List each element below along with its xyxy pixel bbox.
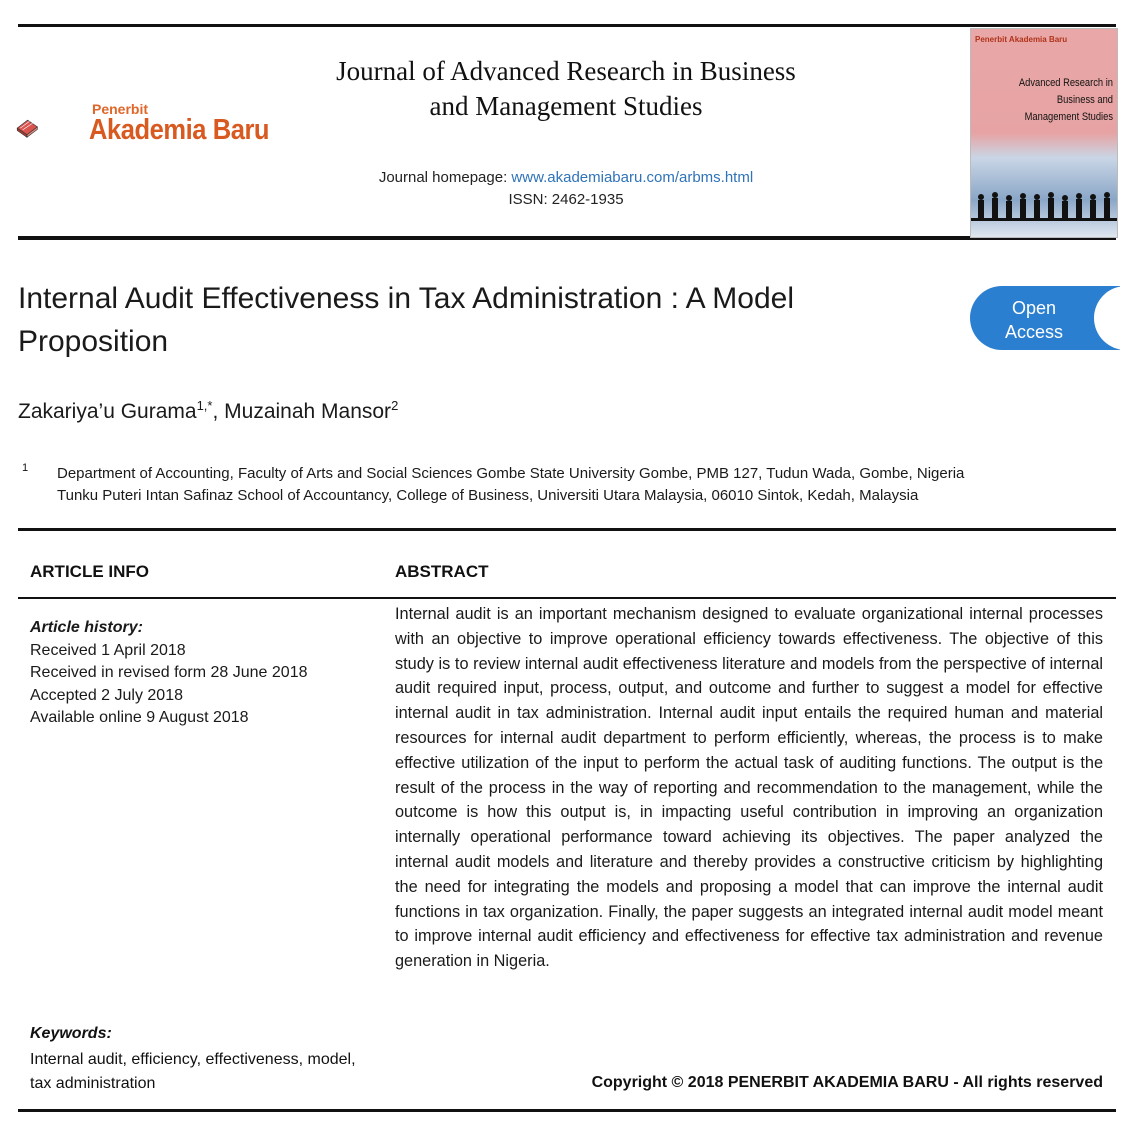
copyright-notice: Copyright © 2018 PENERBIT AKADEMIA BARU - All rights reserved [591, 1074, 1103, 1091]
history-item: Received 1 April 2018 [30, 641, 186, 659]
journal-title-line-1: Journal of Advanced Research in Business [336, 56, 796, 86]
header-bottom-rule [18, 236, 1116, 240]
author-name: Zakariya’u Gurama [18, 400, 197, 423]
people-silhouette-icon [971, 189, 1117, 229]
cover-logo-text: Penerbit Akademia Baru [975, 35, 1068, 44]
abstract-text: Internal audit is an important mechanism designed to evaluate organizational internal processes with an objective to improve operational efficiency towards effectiveness. The objective of this study is to review internal audit effectiveness literature and models from the perspective of internal audit required input, process, output, and outcome and further to suggest a model for effective internal audit in tax administration. Internal audit input entails the required human and material resources for internal audit department to perform efficiently, whereas, the process is to make effective utilization of the input to perform the actual task of auditing functions. The output is the result of the process in the way of reporting and recommendation to the management, while the outcome is how this output is, in impacting useful contribution in improving an organization internally operational performance toward achieving its objectives. The paper analyzed the internal audit models and literature and thereby provides a constructive criticism by highlighting the need for integrating the models and proposing a model that can improve the internal audit functions in tax organization. Finally, the paper suggests an integrated internal audit model meant to improve internal audit efficiency and effectiveness for effective tax administration and revenue generation in Nigeria. [395, 605, 1103, 971]
top-rule [18, 24, 1116, 27]
author-affiliation-marker: 2 [391, 398, 399, 413]
open-access-line-1: Open [1011, 298, 1057, 318]
publisher-small-label: Penerbit [92, 101, 149, 117]
cover-title-line-2: Business and [1056, 94, 1113, 106]
affiliation-line: Tunku Puteri Intan Safinaz School of Accountancy, College of Business, Universiti Utara Malaysia, 06010 Sintok, Kedah, Malaysia [57, 487, 919, 504]
author-name: Muzainah Mansor [224, 400, 392, 423]
open-access-line-2: Access [1004, 322, 1064, 342]
affiliation-line: Department of Accounting, Faculty of Arts and Social Sciences Gombe State University Gombe, PMB 127, Tudun Wada, Gombe, Nigeria [57, 465, 965, 482]
cover-title-line-3: Management Studies [1024, 111, 1113, 123]
author-affiliation-marker: 1,* [196, 398, 213, 413]
journal-homepage [300, 169, 832, 186]
cover-title-line-1: Advanced Research in [1018, 77, 1113, 89]
history-item: Accepted 2 July 2018 [30, 686, 183, 704]
paper-title-line-1: Internal Audit Effectiveness in Tax Administration : A Model [18, 282, 795, 315]
abstract-heading: ABSTRACT [395, 562, 489, 581]
journal-title-line-2: and Management Studies [429, 91, 703, 121]
affiliation-bottom-rule [18, 528, 1116, 531]
issn: ISSN: 2462-1935 [508, 191, 624, 208]
homepage-label: Journal homepage: [378, 169, 508, 186]
keywords-text: Internal audit, efficiency, effectiveness, model, tax administration [30, 1051, 356, 1092]
article-history [30, 617, 308, 730]
section-head-rule [18, 597, 1116, 599]
open-access-label [980, 296, 1088, 344]
article-info-heading: ARTICLE INFO [30, 562, 149, 581]
footer-rule [18, 1109, 1116, 1112]
affiliation-marker: 1 [22, 462, 29, 474]
history-item: Received in revised form 28 June 2018 [30, 664, 308, 682]
paper-title [18, 277, 948, 363]
paper-title-line-2: Proposition [18, 325, 169, 358]
author-separator: , [212, 400, 225, 423]
journal-title [262, 54, 870, 124]
book-logo-icon [16, 96, 96, 162]
authors [18, 398, 398, 424]
article-history-heading: Article history: [30, 619, 143, 636]
homepage-link[interactable]: www.akademiabaru.com/arbms.html [511, 169, 754, 186]
publisher-name: Akademia Baru [89, 114, 270, 146]
history-item: Available online 9 August 2018 [30, 709, 249, 727]
journal-cover-image [970, 28, 1118, 238]
keywords-heading: Keywords: [30, 1025, 112, 1042]
cover-title [1003, 75, 1114, 126]
